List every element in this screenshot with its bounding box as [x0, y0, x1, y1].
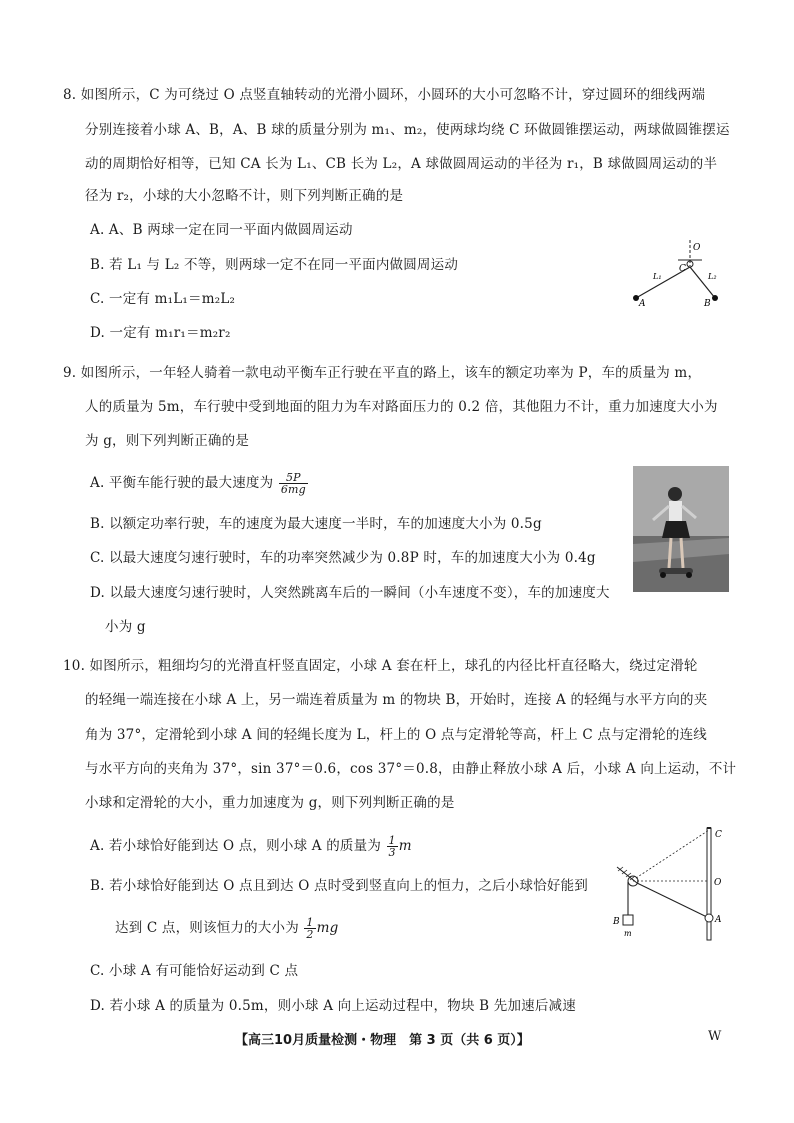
q9-option-d-line-2: 小为 g [105, 619, 146, 635]
q10-option-b-numerator: 1 [306, 916, 314, 929]
q8-fig-label-c: C [679, 264, 686, 274]
q9-option-a-fraction [279, 472, 308, 495]
q10-stem-line-3: 角为 37°，定滑轮到小球 A 间的轻绳长度为 L，杆上的 O 点与定滑轮等高，杆上 C 点与定滑轮的连线 [85, 727, 707, 743]
q9-option-b: B. 以额定功率行驶，车的速度为最大速度一半时，车的加速度大小为 0.5g [90, 516, 542, 532]
q10-option-b-denominator: 2 [306, 928, 314, 941]
q10-fig-label-b: B [613, 917, 620, 927]
q10-option-b-text: 达到 C 点，则该恒力的大小为 [115, 920, 299, 936]
q10-option-a-denominator: 3 [388, 846, 396, 859]
q10-option-c: C. 小球 A 有可能恰好运动到 C 点 [90, 963, 299, 979]
q9-stem-line-1: 9. 如图所示，一年轻人骑着一款电动平衡车正行驶在平直的路上，该车的额定功率为 P，车的质量为 m， [63, 365, 702, 381]
q9-stem-line-2: 人的质量为 5m，车行驶中受到地面的阻力为车对路面压力的 0.2 倍，其他阻力不计，重力加速度大小为 [85, 399, 718, 415]
q9-option-a-numerator: 5P [279, 472, 308, 484]
q10-fig-label-o: O [714, 878, 722, 888]
q9-option-d-line-1: D. 以最大速度匀速行驶时，人突然跳离车后的一瞬间（小车速度不变），车的加速度大 [90, 585, 610, 601]
q8-fig-label-l2: L₂ [708, 272, 717, 281]
q10-option-a-unit: m [398, 838, 412, 854]
q10-option-a [90, 835, 412, 858]
q10-option-d: D. 若小球 A 的质量为 0.5m，则小球 A 向上运动过程中，物块 B 先加速后减速 [90, 998, 576, 1014]
q8-option-a: A. A、B 两球一定在同一平面内做圆周运动 [90, 222, 353, 238]
q8-option-b: B. 若 L₁ 与 L₂ 不等，则两球一定不在同一平面内做圆周运动 [90, 257, 459, 273]
q8-stem-line-4: 径为 r₂，小球的大小忽略不计，则下列判断正确的是 [85, 188, 404, 204]
q9-option-c: C. 以最大速度匀速行驶时，车的功率突然减少为 0.8P 时，车的加速度大小为 0.4g [90, 550, 596, 566]
q10-option-b-unit: mg [316, 920, 339, 936]
q10-stem-line-5: 小球和定滑轮的大小，重力加速度为 g，则下列判断正确的是 [85, 795, 455, 811]
q9-option-a [90, 472, 309, 495]
q10-option-b-line-1: B. 若小球恰好能到达 O 点且到达 O 点时受到竖直向上的恒力，之后小球恰好能到 [90, 878, 589, 894]
q8-conical-pendulum-diagram [620, 240, 730, 315]
q10-stem-line-4: 与水平方向的夹角为 37°，sin 37°＝0.6，cos 37°＝0.8，由静止释放小球 A 后，小球 A 向上运动，不计 [85, 761, 737, 777]
q8-option-c: C. 一定有 m₁L₁＝m₂L₂ [90, 291, 236, 307]
q8-fig-label-o: O [693, 243, 701, 253]
q9-option-a-text: A. 平衡车能行驶的最大速度为 [90, 475, 274, 491]
q8-option-d: D. 一定有 m₁r₁＝m₂r₂ [90, 325, 231, 341]
q10-stem-line-1: 10. 如图所示，粗细均匀的光滑直杆竖直固定，小球 A 套在杆上，球孔的内径比杆直径略大，绕过定滑轮 [63, 658, 698, 674]
q10-fig-label-a: A [715, 915, 722, 925]
q8-stem-line-1: 8. 如图所示，C 为可绕过 O 点竖直轴转动的光滑小圆环，小圆环的大小可忽略不计，穿过圆环的细线两端 [63, 87, 706, 103]
q9-option-a-denominator: 6mg [280, 483, 306, 496]
q10-stem-line-2: 的轻绳一端连接在小球 A 上，另一端连着质量为 m 的物块 B，开始时，连接 A 的轻绳与水平方向的夹 [85, 692, 708, 708]
q8-stem-line-2: 分别连接着小球 A、B，A、B 球的质量分别为 m₁、m₂，使两球均绕 C 环做圆锥摆运动，两球做圆锥摆运 [85, 122, 730, 138]
q10-option-b-fraction [304, 917, 315, 940]
q10-option-a-fraction [387, 835, 398, 858]
q9-stem-line-3: 为 g，则下列判断正确的是 [85, 433, 250, 449]
q10-option-b-line-2 [115, 917, 338, 940]
q8-fig-label-l1: L₁ [653, 272, 662, 281]
footer-page-info: 【高三10月质量检测・物理 第 3 页（共 6 页）】 [235, 1033, 530, 1048]
footer-mark: W [708, 1029, 722, 1044]
q8-fig-label-a: A [639, 299, 646, 309]
q8-fig-label-b: B [704, 299, 711, 309]
q10-option-a-numerator: 1 [388, 834, 396, 847]
q10-option-a-text: A. 若小球恰好能到达 O 点，则小球 A 的质量为 [90, 838, 382, 854]
q10-fig-label-c: C [715, 830, 722, 840]
q9-balance-scooter-photo [633, 466, 729, 592]
q10-pulley-rod-diagram [605, 825, 730, 945]
q8-stem-line-3: 动的周期恰好相等，已知 CA 长为 L₁、CB 长为 L₂，A 球做圆周运动的半径为 r₁，B 球做圆周运动的半 [85, 156, 718, 172]
q10-fig-label-m: m [624, 929, 632, 938]
